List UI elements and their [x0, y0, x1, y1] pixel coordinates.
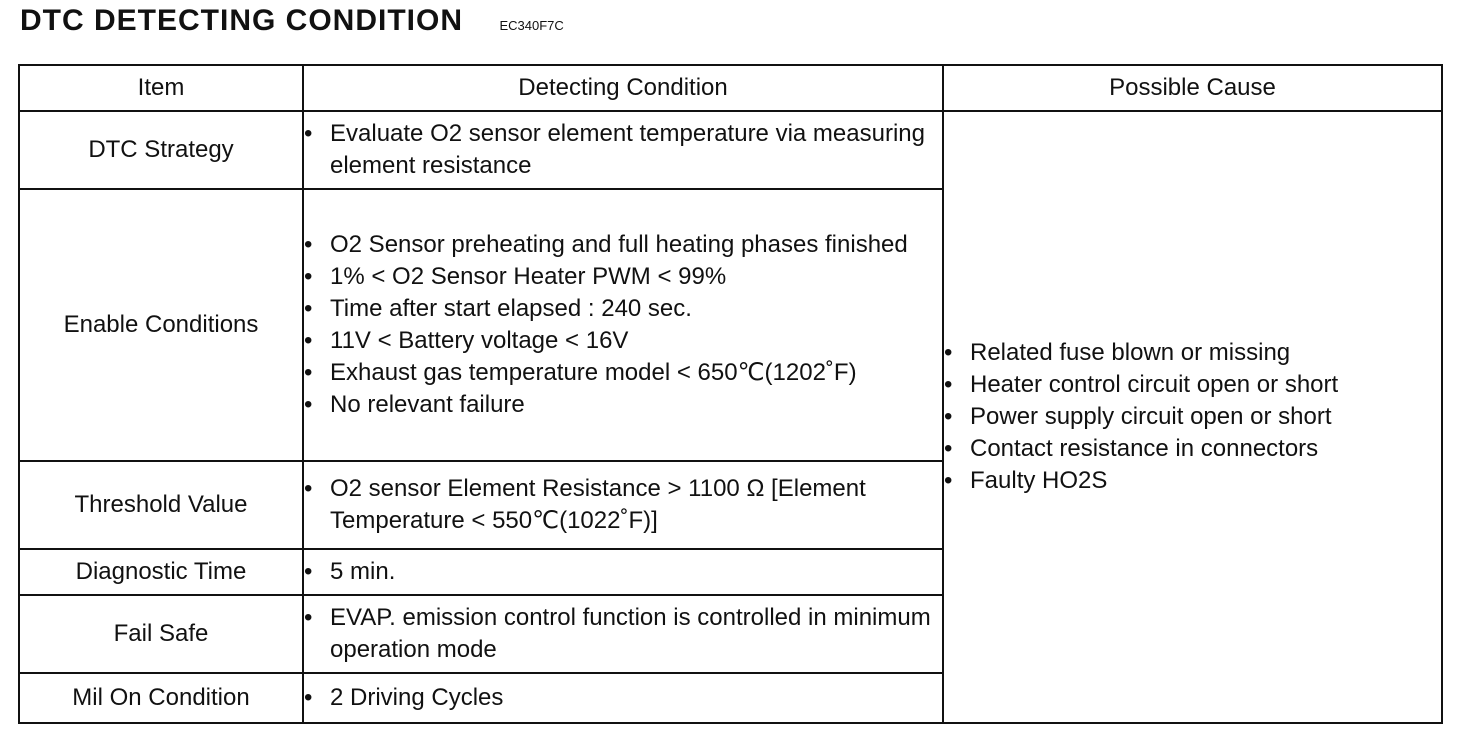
condition-bullet: • 1% < O2 Sensor Heater PWM < 99%: [304, 261, 942, 293]
possible-cause-cell: [943, 111, 1442, 723]
document-code: EC340F7C: [499, 18, 564, 33]
item-diagnostic-time: Diagnostic Time: [19, 549, 303, 595]
item-mil-on-condition: Mil On Condition: [19, 673, 303, 723]
item-dtc-strategy: DTC Strategy: [19, 111, 303, 189]
column-header-detecting-condition: Detecting Condition: [303, 65, 943, 111]
cause-bullet: • Related fuse blown or missing: [944, 337, 1441, 369]
condition-cell: [303, 549, 943, 595]
column-header-item: Item: [19, 65, 303, 111]
condition-bullet: • Evaluate O2 sensor element temperature via measuring element resistance: [304, 118, 942, 182]
item-enable-conditions: Enable Conditions: [19, 189, 303, 461]
condition-cell: [303, 461, 943, 549]
table-header-row: [19, 65, 1442, 111]
cause-bullet: • Faulty HO2S: [944, 465, 1441, 497]
condition-cell: [303, 595, 943, 673]
cause-bullet: • Contact resistance in connectors: [944, 433, 1441, 465]
document-header: [20, 4, 564, 38]
cause-bullet: • Power supply circuit open or short: [944, 401, 1441, 433]
condition-bullet: • 11V < Battery voltage < 16V: [304, 325, 942, 357]
column-header-possible-cause: Possible Cause: [943, 65, 1442, 111]
condition-cell: [303, 673, 943, 723]
condition-bullet: • Time after start elapsed : 240 sec.: [304, 293, 942, 325]
condition-bullet: • No relevant failure: [304, 389, 942, 421]
cause-bullet: • Heater control circuit open or short: [944, 369, 1441, 401]
condition-cell: [303, 111, 943, 189]
dtc-condition-table: [18, 64, 1443, 724]
condition-bullet: • O2 sensor Element Resistance > 1100 Ω [Element Temperature < 550℃(1022˚F)]: [304, 473, 942, 537]
item-threshold-value: Threshold Value: [19, 461, 303, 549]
condition-bullet: • Exhaust gas temperature model < 650℃(1202˚F): [304, 357, 942, 389]
item-fail-safe: Fail Safe: [19, 595, 303, 673]
condition-bullet: • 5 min.: [304, 556, 942, 588]
table-row: [19, 111, 1442, 189]
page-title: DTC DETECTING CONDITION: [20, 4, 463, 37]
condition-bullet: • O2 Sensor preheating and full heating phases finished: [304, 229, 942, 261]
condition-bullet: • EVAP. emission control function is controlled in minimum operation mode: [304, 602, 942, 666]
condition-bullet: • 2 Driving Cycles: [304, 682, 942, 714]
condition-cell: [303, 189, 943, 461]
